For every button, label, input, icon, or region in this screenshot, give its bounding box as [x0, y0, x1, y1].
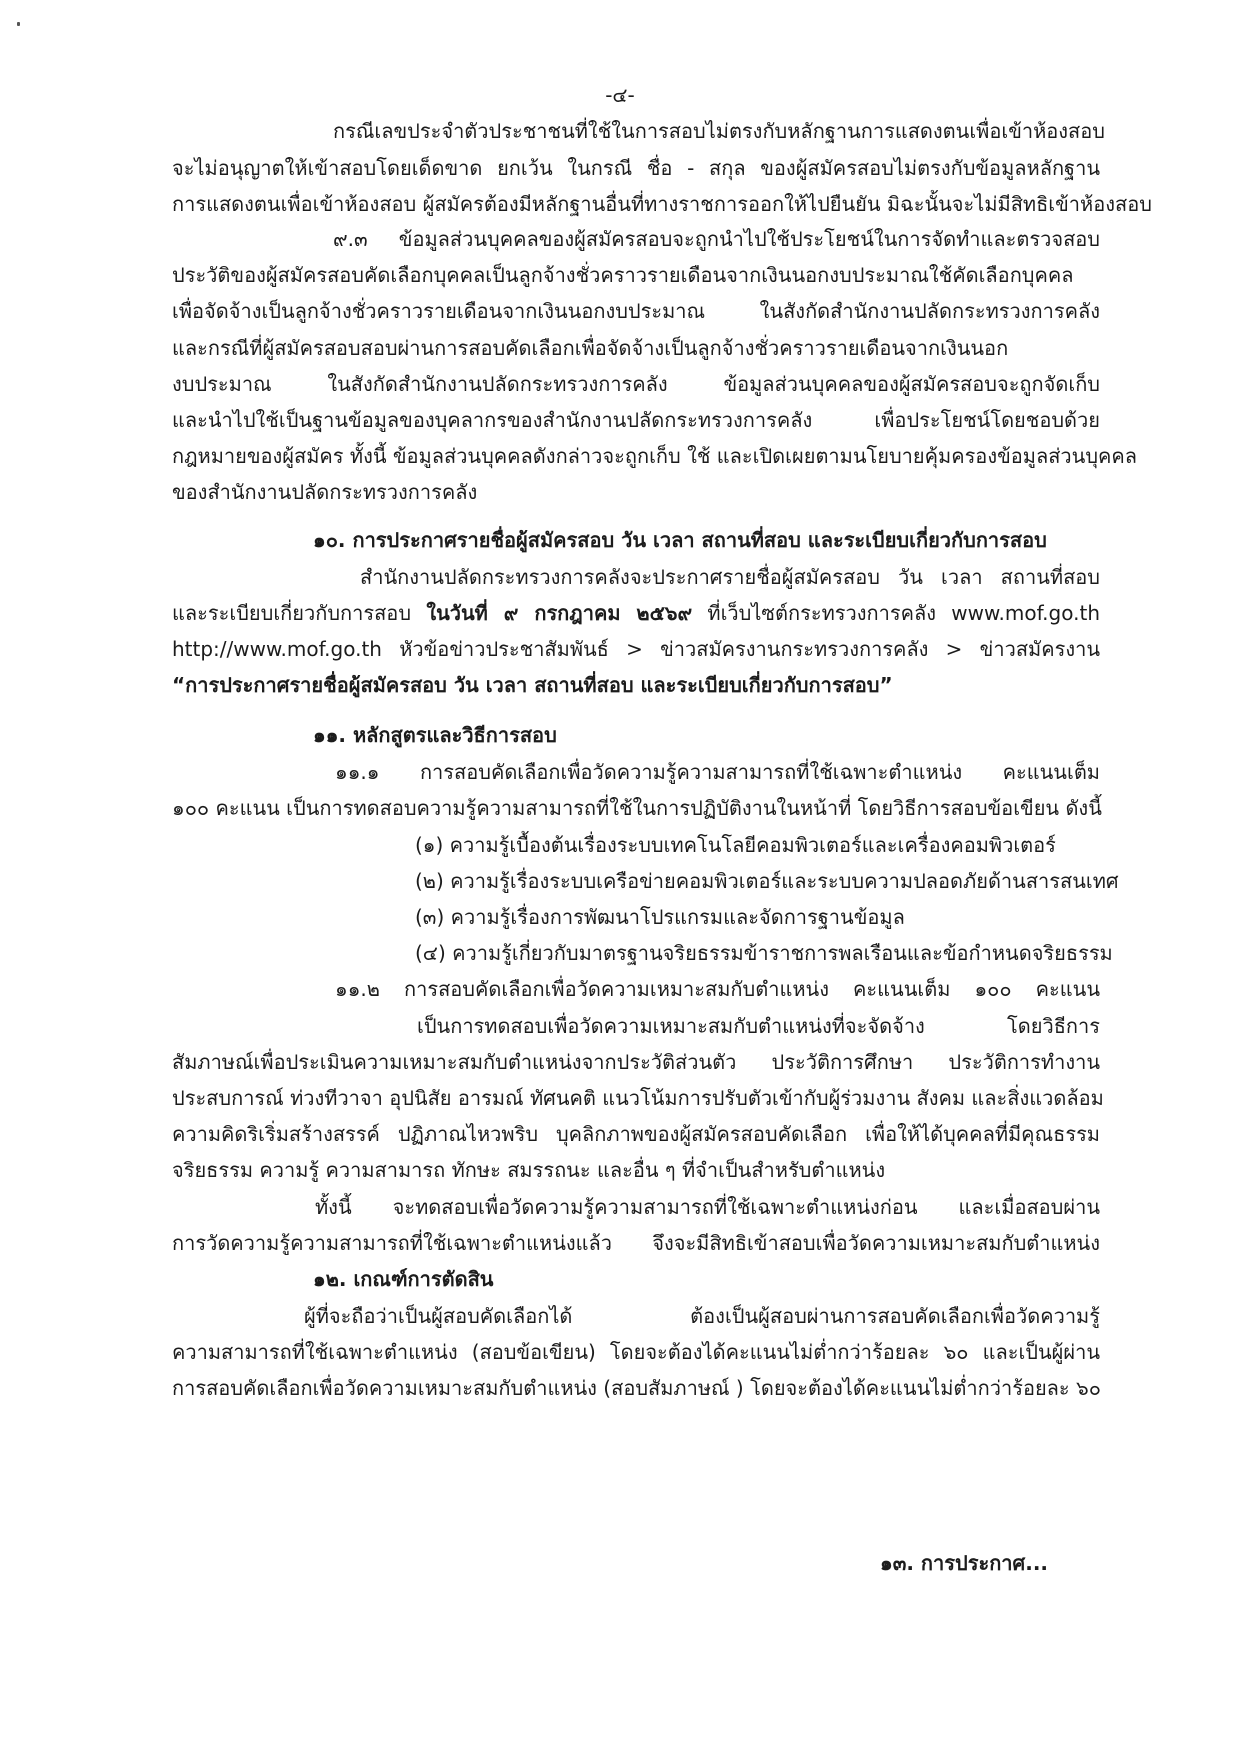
paragraph-line: และกรณีที่ผู้สมัครสอบสอบผ่านการสอบคัดเลือกเพื่อจัดจ้างเป็นลูกจ้างชั่วคราวรายเดือนจากเงินนอก: [172, 336, 1009, 360]
paragraph-line: ๙.๓ ข้อมูลส่วนบุคคลของผู้สมัครสอบจะถูกนำไปใช้ประโยชน์ในการจัดทำและตรวจสอบ: [333, 227, 1100, 251]
paragraph-line: ๑๐๐ คะแนน เป็นการทดสอบความรู้ความสามารถที่ใช้ในการปฏิบัติงานในหน้าที่ โดยวิธีการสอบข้อเขียน ดังนี้: [172, 796, 1102, 820]
list-item: (๑) ความรู้เบื้องต้นเรื่องระบบเทคโนโลยีคอมพิวเตอร์และเครื่องคอมพิวเตอร์: [415, 833, 1056, 857]
paragraph-line: การสอบคัดเลือกเพื่อวัดความเหมาะสมกับตำแหน่ง (สอบสัมภาษณ์ ) โดยจะต้องได้คะแนนไม่ต่ำกว่าร้อยละ ๖๐: [172, 1376, 1101, 1400]
paragraph-line: จะไม่อนุญาตให้เข้าสอบโดยเด็ดขาด ยกเว้น ในกรณี ชื่อ - สกุล ของผู้สมัครสอบไม่ตรงกับข้อมูลหลักฐาน: [172, 156, 1100, 180]
paragraph-line: ผู้ที่จะถือว่าเป็นผู้สอบคัดเลือกได้ ต้องเป็นผู้สอบผ่านการสอบคัดเลือกเพื่อวัดความรู้: [304, 1304, 1100, 1328]
paragraph-line: จริยธรรม ความรู้ ความสามารถ ทักษะ สมรรถนะ และอื่น ๆ ที่จำเป็นสำหรับตำแหน่ง: [172, 1158, 886, 1182]
paragraph-line: และระเบียบเกี่ยวกับการสอบ ในวันที่ ๙ กรกฎาคม ๒๕๖๙ ที่เว็บไซต์กระทรวงการคลัง www.mof.go.th: [172, 601, 1100, 625]
list-item: (๒) ความรู้เรื่องระบบเครือข่ายคอมพิวเตอร์และระบบความปลอดภัยด้านสารสนเทศ: [415, 869, 1119, 893]
paragraph-line: และนำไปใช้เป็นฐานข้อมูลของบุคลากรของสำนักงานปลัดกระทรวงการคลัง เพื่อประโยชน์โดยชอบด้วย: [172, 408, 1100, 432]
paragraph-line: ประวัติของผู้สมัครสอบคัดเลือกบุคคลเป็นลูกจ้างชั่วคราวรายเดือนจากเงินนอกงบประมาณใช้คัดเลือกบุคคล: [172, 263, 1074, 287]
paragraph-line: การแสดงตนเพื่อเข้าห้องสอบ ผู้สมัครต้องมีหลักฐานอื่นที่ทางราชการออกให้ไปยืนยัน มิฉะนั้นจะไม่มีสิทธิเข้าห้องสอบ: [172, 192, 1152, 216]
scan-speck: [17, 22, 20, 26]
announce-date: ในวันที่ ๙ กรกฎาคม ๒๕๖๙: [426, 601, 693, 625]
paragraph-line: ความสามารถที่ใช้เฉพาะตำแหน่ง (สอบข้อเขียน) โดยจะต้องได้คะแนนไม่ต่ำกว่าร้อยละ ๖๐ และเป็นผู้ผ่าน: [172, 1340, 1100, 1364]
section-heading-12: ๑๒. เกณฑ์การตัดสิน: [313, 1267, 494, 1291]
paragraph-line: ของสำนักงานปลัดกระทรวงการคลัง: [172, 480, 478, 504]
paragraph-line: ทั้งนี้ จะทดสอบเพื่อวัดความรู้ความสามารถที่ใช้เฉพาะตำแหน่งก่อน และเมื่อสอบผ่าน: [315, 1195, 1100, 1219]
paragraph-line: ๑๑.๒ การสอบคัดเลือกเพื่อวัดความเหมาะสมกับตำแหน่ง คะแนนเต็ม ๑๐๐ คะแนน: [335, 977, 1100, 1001]
section-heading-10: ๑๐. การประกาศรายชื่อผู้สมัครสอบ วัน เวลา สถานที่สอบ และระเบียบเกี่ยวกับการสอบ: [313, 528, 1047, 552]
paragraph-line: กฎหมายของผู้สมัคร ทั้งนี้ ข้อมูลส่วนบุคคลดังกล่าวจะถูกเก็บ ใช้ และเปิดเผยตามนโยบายคุ้มครองข้อมูลส่วนบุคคล: [172, 444, 1138, 468]
paragraph-line: http://www.mof.go.th หัวข้อข่าวประชาสัมพันธ์ > ข่าวสมัครงานกระทรวงการคลัง > ข่าวสมัครงาน: [172, 637, 1100, 661]
announcement-title: “การประกาศรายชื่อผู้สมัครสอบ วัน เวลา สถานที่สอบ และระเบียบเกี่ยวกับการสอบ”: [172, 673, 893, 697]
section-heading-11: ๑๑. หลักสูตรและวิธีการสอบ: [313, 723, 557, 747]
paragraph-line: ความคิดริเริ่มสร้างสรรค์ ปฏิภาณไหวพริบ บุคลิกภาพของผู้สมัครสอบคัดเลือก เพื่อให้ได้บุคคลที่มีคุณธรรม: [172, 1122, 1100, 1146]
paragraph-line: งบประมาณ ในสังกัดสำนักงานปลัดกระทรวงการคลัง ข้อมูลส่วนบุคคลของผู้สมัครสอบจะถูกจัดเก็บ: [172, 372, 1100, 396]
paragraph-line: ๑๑.๑ การสอบคัดเลือกเพื่อวัดความรู้ความสามารถที่ใช้เฉพาะตำแหน่ง คะแนนเต็ม: [335, 760, 1100, 784]
paragraph-line: การวัดความรู้ความสามารถที่ใช้เฉพาะตำแหน่งแล้ว จึงจะมีสิทธิเข้าสอบเพื่อวัดความเหมาะสมกับตำแหน่ง: [172, 1231, 1100, 1255]
paragraph-line: เพื่อจัดจ้างเป็นลูกจ้างชั่วคราวรายเดือนจากเงินนอกงบประมาณ ในสังกัดสำนักงานปลัดกระทรวงการคลัง: [172, 299, 1100, 323]
paragraph-line: สำนักงานปลัดกระทรวงการคลังจะประกาศรายชื่อผู้สมัครสอบ วัน เวลา สถานที่สอบ: [360, 565, 1100, 589]
list-item: (๓) ความรู้เรื่องการพัฒนาโปรแกรมและจัดการฐานข้อมูล: [415, 905, 905, 929]
list-item: (๔) ความรู้เกี่ยวกับมาตรฐานจริยธรรมข้าราชการพลเรือนและข้อกำหนดจริยธรรม: [415, 941, 1113, 965]
paragraph-line: ประสบการณ์ ท่วงทีวาจา อุปนิสัย อารมณ์ ทัศนคติ แนวโน้มการปรับตัวเข้ากับผู้ร่วมงาน สังคม และสิ่งแวดล้อม: [172, 1086, 1104, 1110]
next-page-marker: ๑๓. การประกาศ...: [880, 1551, 1049, 1575]
paragraph-line: กรณีเลขประจำตัวประชาชนที่ใช้ในการสอบไม่ตรงกับหลักฐานการแสดงตนเพื่อเข้าห้องสอบ: [333, 119, 1105, 143]
paragraph-line: สัมภาษณ์เพื่อประเมินความเหมาะสมกับตำแหน่งจากประวัติส่วนตัว ประวัติการศึกษา ประวัติการทำงาน: [172, 1050, 1100, 1074]
paragraph-line: เป็นการทดสอบเพื่อวัดความเหมาะสมกับตำแหน่งที่จะจัดจ้าง โดยวิธีการ: [417, 1014, 1100, 1038]
page-number: -๔-: [605, 83, 635, 107]
